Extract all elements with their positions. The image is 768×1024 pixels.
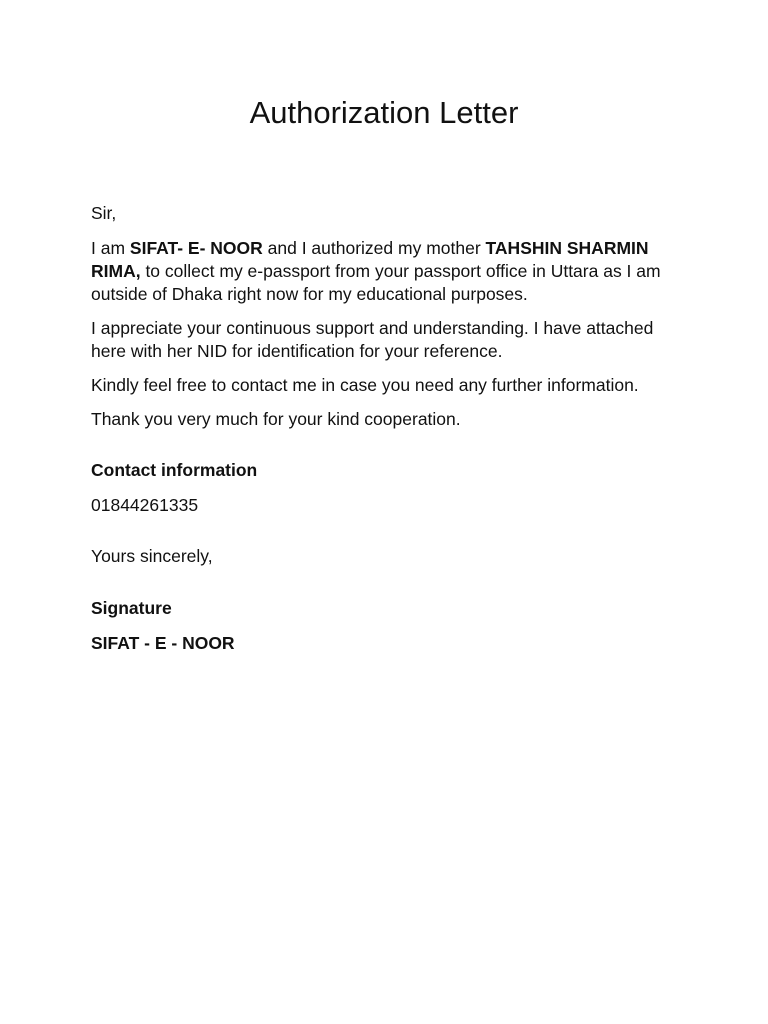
signature-name: SIFAT - E - NOOR (91, 633, 235, 653)
paragraph-authorization (91, 237, 691, 306)
sender-name: SIFAT- E- NOOR (129, 238, 263, 258)
salutation: Sir, (91, 203, 117, 223)
contact-heading: Contact information (91, 460, 258, 480)
paragraph-text: I am (91, 238, 130, 258)
paragraph-text: to collect my e-passport from your passport office in Uttara as I am outside of Dhaka right now for my educational purposes. (91, 261, 661, 304)
closing: Yours sincerely, (91, 546, 213, 566)
paragraph-contact-request: Kindly feel free to contact me in case you need any further information. (91, 375, 639, 395)
authorized-person-name: TAHSHIN SHARMIN RIMA, (91, 238, 649, 281)
paragraph-thanks: Thank you very much for your kind cooperation. (91, 409, 461, 429)
page-title: Authorization Letter (249, 95, 519, 130)
contact-phone: 01844261335 (91, 495, 199, 515)
paragraph-text: and I authorized my mother (262, 238, 486, 258)
paragraph-appreciation: I appreciate your continuous support and understanding. I have attached here with her NID for identification for your reference. (91, 318, 654, 361)
letter-body (91, 202, 691, 655)
signature-heading: Signature (91, 598, 172, 618)
